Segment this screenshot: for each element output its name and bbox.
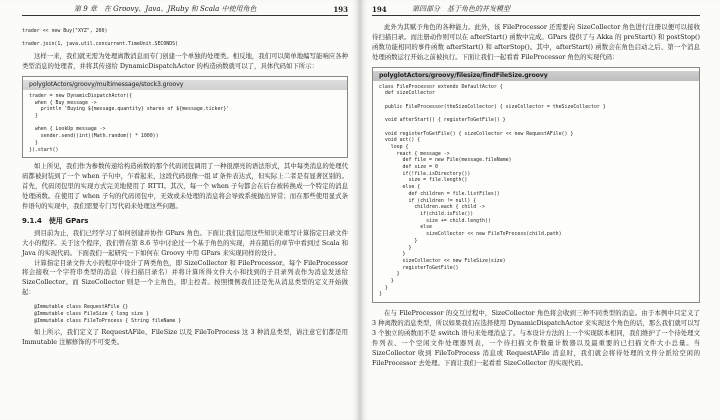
right-page: [360, 0, 720, 420]
listing-title: polyglotActors/groovy/multimessage/stock3.groovy: [23, 80, 347, 90]
part-title: 第四部分 基于角色的并发模型: [412, 5, 510, 13]
paragraph: 这样一来，我们就无需为处理离散消息而专门创建一个单独的处理类。相反地，我们可以简单地编写能响应各种类型消息的处理者，并将其传递给 DynamicDispatchActor 的构造函数就可以了，具体代码如下所示：: [22, 52, 348, 71]
page-number: 193: [333, 5, 348, 14]
paragraph: 如上所示，我们定义了 RequestAFile、FileSize 以及 FileToProcess 这 3 种消息类型，请注意它们都是用 Immutable 注解修饰的不可变类。: [22, 328, 348, 347]
page-number: 194: [372, 5, 387, 14]
code-listing: [22, 76, 348, 158]
left-page-header: [22, 3, 348, 16]
paragraph: 计算指定目录文件大小的程序中设计了两类角色，即 SizeCollector 和 FileProcessor。每个 FileProcessor 将会接收一个字符串类型的消息（待扫描目录名）并将计算所得文件大小和找到的子目录列表作为消息发送给 SizeCollector。而 SizeCollector 则是一个主角色，即主控者。按照惯例我们还是先从消息类型的定义开始做起：: [22, 258, 348, 297]
paragraph: 此外为其赋予角色的各种能力。此外，该 FileProcessor 还需要向 SizeCollector 角色进行注册以便可以接收待扫描目录。而注册动作则可以在 afterStart() 函数中完成。GPars 提供了与 Akka 的 preStart() 和 postStop() 函数功能相同的事件函数 afterStart() 和 afterStop()。其中，afterStart() 函数会在角色启动之后、第一个消息处理函数运行开始之前被执行。下面让我们一起看看 FileProcessor 角色的实现代码：: [372, 23, 701, 61]
code-snippet: trader << new Buy("XYZ", 200) trader.join(1, java.util.concurrent.TimeUnit.SECONDS): [22, 28, 179, 48]
section-heading: 9.1.4 使用 GPars: [22, 216, 89, 225]
paragraph: 到目前为止，我们已经学习了如何创建并协作 GPars 角色。下面让我们运用这些知识来重写计算指定目录文件大小的程序。关于这个程序，我们曾在第 8.6 节中讨论过一个基于角色的实现，并在随后的章节中看到过 Scala 和 Java 的实现代码。下面我们一起研究一下如何在 Groovy 中用 GPars 来实现同样的设计。: [22, 228, 348, 257]
left-page-body: [22, 28, 348, 348]
chapter-title: 第 9 章 在 Groovy、Java、JRuby 和 Scala 中使用角色: [74, 5, 257, 13]
right-page-header: [372, 3, 700, 16]
listing-code: trader = new DynamicDispatchActor({ when { Buy message -> println 'Buying ${message.quantity} shares of ${message.ticker}' } when { LookUp message -> sender.send((int)(Math.random() * 1000)) } }).start(): [29, 92, 230, 153]
code-listing: [372, 67, 700, 304]
listing-code: class FileProcessor extends DefaultActor { def sizeCollector public FileProcessor(theSizeCollector) { sizeCollector = theSizeCollector } void afterStart() { registerToGetFile() } void registerToGetFile() { sizeCollector << new RequestAFile() } void act() { loop { react { message -> def file = new File(message.fileName) def size = 0 if(!file.isDirectory()) size = file.length() else { def children = file.listFiles() if (children != null) { children.each { child -> if(child.isFile()) size += child.length() else sizeCollector << new FileToProcess(child.path) } } } sizeCollector << new FileSize(size) registerToGetFile() } } } }: [379, 83, 606, 298]
listing-title: polyglotActors/groovy/filesize/findFileSize.groovy: [373, 71, 699, 81]
right-page-body: [372, 23, 700, 369]
code-snippet: @Immutable class RequestAFile {} @Immutable class FileSize { long size } @Immutable class FileToProcess { String fileName }: [34, 304, 182, 324]
paragraph: 在与 FileProcessor 的交互过程中，SizeCollector 角色将会收到三种不同类型的消息。由于本例中只定义了 3 种离散的消息类型，所以如果我们在选择使用 DynamicDispatchActor 来实现这个角色的话，那么我们就可以写 3 个独立的函数而不是 switch 语句来处理消息了。与本设计方法的上一个实现版本相同，我们维护了一个待处理文件列表、一个空闲文件处理器列表，一个待扫描文件数量计数器以及最重要的已扫描文件大小总量。当 SizeCollector 收到 FileToProcess 消息或 RequestAFile 消息时，我们就会将待处理的文件分派给空闲的 FileProcessor 去处理。下面让我们一起看看 SizeCollector 的实现代码。: [372, 309, 700, 367]
paragraph: 如上所见，我们作为参数传递给构造函数的那个代码闭包调用了一种很漂亮的语法形式，其中每类消息的处理代码都被封装到了一个 when 子句中，乍看起来，这段代码很像一组 if 条件表达式，但实际上二者是有显著区别的。首先，代码闭包里的实现方式完美地使用了 RTTI。其次，每一个 when 子句都会在后台被转换成一个特定的消息处理函数。在使用了 when 子句的代码闭包中，无效或未处理的消息将会导致系统抛出异常；而在那些使用显式条件语句的实现中，我们需要专门写代码来处理这些问题。: [22, 162, 348, 210]
